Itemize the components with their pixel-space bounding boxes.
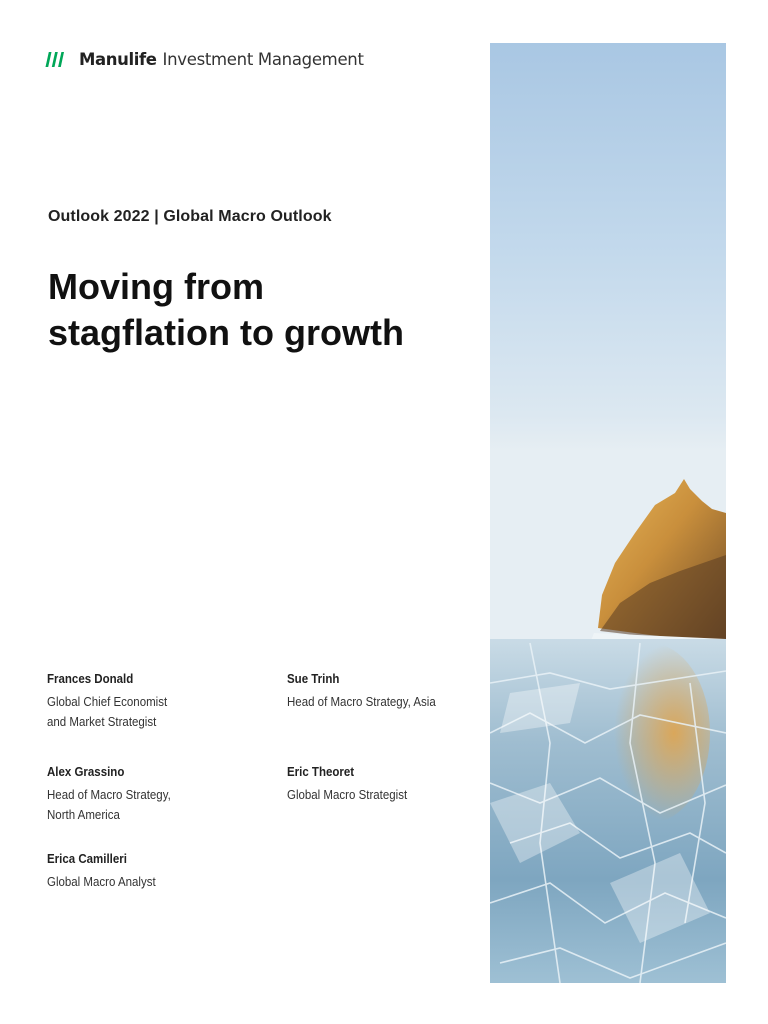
page-title	[48, 264, 468, 356]
manulife-m-icon	[44, 49, 64, 69]
author-role: Global Chief Economist	[47, 695, 168, 709]
brand-name: Manulife	[79, 49, 157, 69]
author-role: Head of Macro Strategy, Asia	[287, 695, 436, 709]
author-role: Head of Macro Strategy,	[47, 788, 171, 802]
author-role: Global Macro Analyst	[47, 875, 156, 889]
author-name: Frances Donald	[47, 672, 134, 686]
author-role: Global Macro Strategist	[287, 788, 408, 802]
report-kicker: Outlook 2022 | Global Macro Outlook	[48, 208, 332, 225]
brand-division: Investment Management	[162, 49, 364, 69]
hero-image	[490, 43, 726, 983]
author-card	[47, 764, 267, 825]
author-card	[287, 764, 507, 805]
author-name: Alex Grassino	[47, 765, 125, 779]
author-card	[47, 851, 267, 892]
manulife-logo	[44, 49, 364, 69]
title-line: Moving from	[48, 266, 264, 307]
title-line: stagflation to growth	[48, 312, 404, 353]
author-role: and Market Strategist	[47, 715, 157, 729]
author-name: Eric Theoret	[287, 765, 355, 779]
author-name: Sue Trinh	[287, 672, 340, 686]
author-card	[287, 671, 507, 712]
author-name: Erica Camilleri	[47, 852, 127, 866]
author-card	[47, 671, 267, 732]
author-role: North America	[47, 808, 120, 822]
